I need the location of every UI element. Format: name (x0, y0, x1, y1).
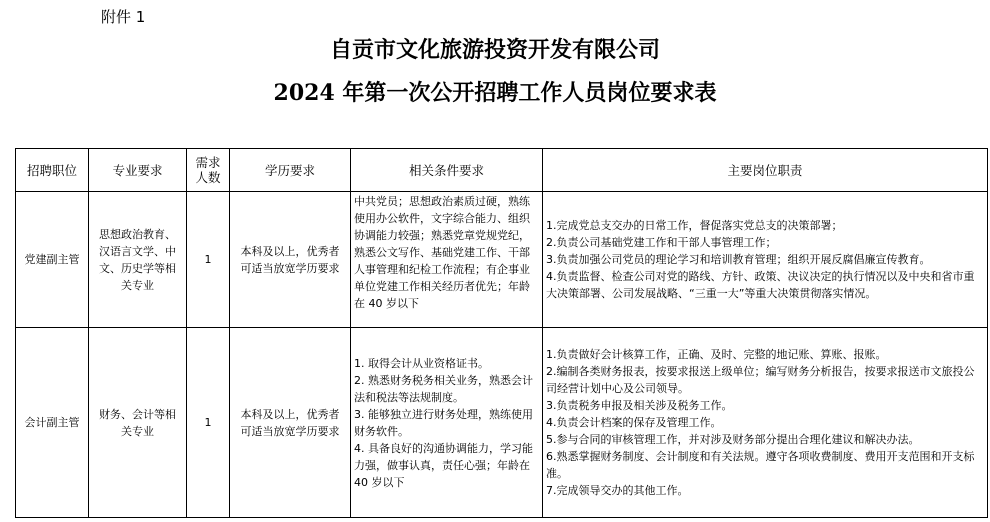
cell-duties (543, 328, 988, 518)
duty-item: 1.负责做好会计核算工作，正确、及时、完整的地记账、算账、报账。 (546, 348, 887, 361)
cell-conditions: 中共党员；思想政治素质过硬，熟练使用办公软件，文字综合能力、组织协调能力较强；熟悉党章党规党纪，熟悉公文写作、基础党建工作、干部人事管理和纪检工作流程；有企事业单位党建工作相关经历者优先；年龄在 40 岁以下 (351, 192, 543, 328)
header-conditions: 相关条件要求 (351, 149, 543, 192)
document-subtitle: 2024 年第一次公开招聘工作人员岗位要求表 (273, 80, 717, 106)
recruitment-table (15, 148, 988, 518)
attachment-label: 附件 1 (101, 8, 146, 26)
table-row (16, 328, 988, 518)
duty-item: 3.负责加强公司党员的理论学习和培训教育管理；组织开展反腐倡廉宣传教育。 (546, 253, 931, 266)
duty-item: 4.负责监督、检查公司对党的路线、方针、政策、决议决定的执行情况以及中央和省市重大决策部署、公司发展战略、“三重一大”等重大决策贯彻落实情况。 (546, 270, 975, 300)
duty-item: 1.完成党总支交办的日常工作，督促落实党总支的决策部署； (546, 219, 843, 232)
cell-conditions (351, 328, 543, 518)
cell-count: 1 (187, 328, 230, 518)
duty-item: 5.参与合同的审核管理工作，并对涉及财务部分提出合理化建议和解决办法。 (546, 433, 920, 446)
cell-education: 本科及以上，优秀者可适当放宽学历要求 (230, 192, 351, 328)
header-education: 学历要求 (230, 149, 351, 192)
cell-major: 财务、会计等相关专业 (89, 328, 187, 518)
header-duties: 主要岗位职责 (543, 149, 988, 192)
cell-count: 1 (187, 192, 230, 328)
cell-major: 思想政治教育、汉语言文学、中文、历史学等相关专业 (89, 192, 187, 328)
header-major: 专业要求 (89, 149, 187, 192)
table-header-row (16, 149, 988, 192)
table-row (16, 192, 988, 328)
duty-item: 3.负责税务申报及相关涉及税务工作。 (546, 399, 733, 412)
condition-item: 2. 熟悉财务税务相关业务，熟悉会计法和税法等法规制度。 (354, 373, 533, 404)
cell-education: 本科及以上，优秀者可适当放宽学历要求 (230, 328, 351, 518)
cell-duties (543, 192, 988, 328)
cell-position: 会计副主管 (16, 328, 89, 518)
document-title: 自贡市文化旅游投资开发有限公司 (329, 37, 660, 63)
duty-item: 2.负责公司基础党建工作和干部人事管理工作； (546, 236, 777, 249)
condition-item: 4. 具备良好的沟通协调能力，学习能力强，做事认真，责任心强；年龄在 40 岁以下 (354, 441, 533, 489)
header-position: 招聘职位 (16, 149, 89, 192)
duty-item: 2.编制各类财务报表，按要求报送上级单位；编写财务分析报告，按要求报送市文旅投公司经营计划中心及公司领导。 (546, 365, 975, 395)
duty-item: 4.负责会计档案的保存及管理工作。 (546, 416, 722, 429)
duty-item: 7.完成领导交办的其他工作。 (546, 484, 689, 497)
header-count: 需求人数 (187, 149, 230, 192)
cell-position: 党建副主管 (16, 192, 89, 328)
condition-item: 3. 能够独立进行财务处理，熟练使用财务软件。 (354, 407, 533, 438)
duty-item: 6.熟悉掌握财务制度、会计制度和有关法规。遵守各项收费制度、费用开支范围和开支标准。 (546, 450, 975, 480)
condition-item: 1. 取得会计从业资格证书。 (354, 356, 489, 370)
